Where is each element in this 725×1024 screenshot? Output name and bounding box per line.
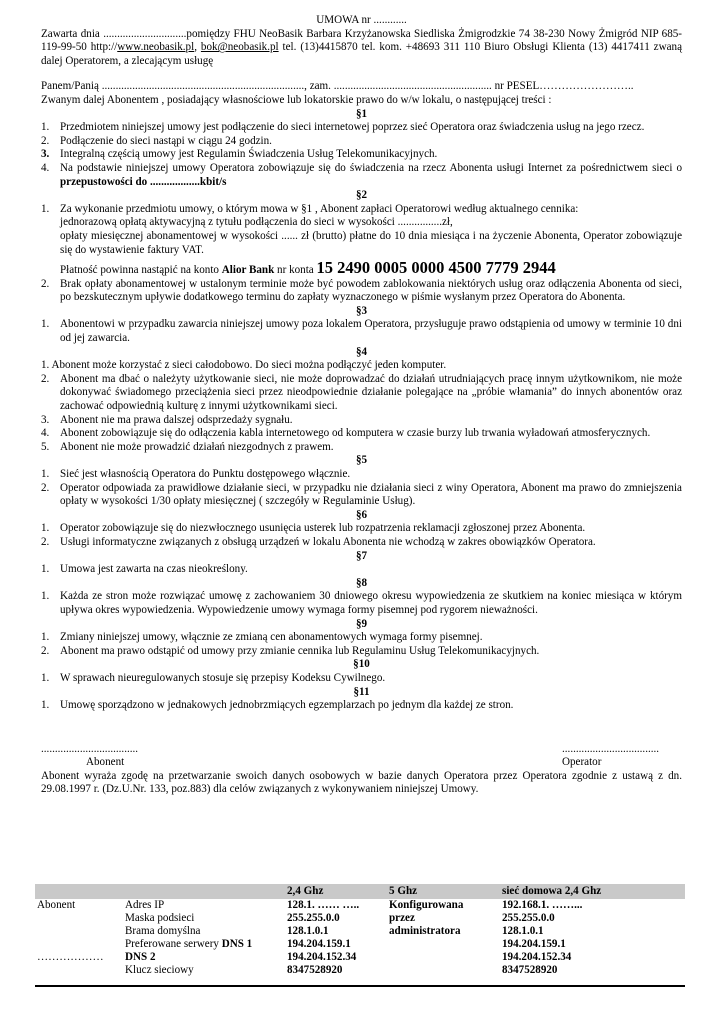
table-header xyxy=(35,884,123,899)
item-text: Operator zobowiązuje się do niezwłocznego usunięcia usterek lub rozpatrzenia reklamacji zgłoszonej przez Abonenta. xyxy=(60,522,586,535)
list-item xyxy=(41,441,682,455)
item-number: 3. xyxy=(41,148,50,161)
signature-label-operator: Operator xyxy=(562,756,602,769)
list-item xyxy=(41,203,682,278)
intro-end: tel. (13)4415870 tel. kom. +48693 311 110 Biuro Obsługi Klienta (13) 4417411 zwaną dalej Operatorem, a zlecającym usługę xyxy=(41,41,682,67)
item-number: 1. xyxy=(41,202,50,215)
signature-abonent xyxy=(41,743,181,770)
section-heading-6: §6 xyxy=(355,508,368,521)
list-item xyxy=(41,631,682,645)
table-cell: 194.204.152.34 xyxy=(287,951,357,963)
item-number: 1. xyxy=(41,468,50,480)
contract-title: UMOWA nr ............ xyxy=(316,14,407,26)
item-text: Abonent ma prawo odstąpić od umowy przy zmianie cennika lub Regulaminu Usług Telekomunikacyjnych. xyxy=(60,644,540,657)
table-cell: 8347528920 xyxy=(502,964,558,976)
email-link[interactable]: bok@neobasik.pl xyxy=(200,41,279,54)
signature-area xyxy=(41,743,682,770)
client-line-2: Zwanym dalej Abonentem , posiadający własnościowe lub lokatorskie prawo do w/w lokalu, o następującej treści : xyxy=(41,93,552,106)
section-10-list xyxy=(41,672,682,686)
list-item xyxy=(41,162,682,189)
activation-fee-text: jednorazową opłatą aktywacyjną z tytułu podłączenia do sieci w wysokości ................zł, xyxy=(60,216,453,229)
list-item xyxy=(41,590,682,617)
list-item xyxy=(41,427,682,441)
section-heading-4: §4 xyxy=(355,345,368,358)
item-number: 2. xyxy=(41,481,50,494)
item-text: Za wykonanie przedmiotu umowy, o którym mowa w §1 , Abonent zapłaci Operatorowi według aktualnego cennika: xyxy=(60,202,579,215)
signature-line-right: ................................... xyxy=(562,742,660,755)
item-text: Każda ze stron może rozwiązać umowę z zachowaniem 30 dniowego okresu wypowiedzenia ze skutkiem na koniec miesiąca w którym upływa okres wypowiedzenia. Wypowiedzenie umowy wymaga formy pisemnej pod rygorem nieważności. xyxy=(60,590,682,616)
item-number: 1. xyxy=(41,121,50,134)
table-cell xyxy=(35,938,123,951)
list-item xyxy=(41,536,682,550)
monthly-fee-text: opłaty miesięcznej abonamentowej w wysokości ...... zł (brutto) płatne do 10 dnia miesiąca i na życzenie Abonenta, Operator zobowiązuje się do wystawienie faktury VAT. xyxy=(60,229,682,256)
section-heading-7: §7 xyxy=(355,549,368,562)
item-text: Podłączenie do sieci nastąpi w ciągu 24 godzin. xyxy=(60,134,272,147)
section-4-list xyxy=(41,359,682,454)
item-number: 2. xyxy=(41,644,50,657)
item-text: Sieć jest własnością Operatora do Punktu dostępowego włącznie. xyxy=(60,468,351,480)
table-cell: Abonent xyxy=(37,899,76,911)
item-number: 1. xyxy=(41,522,50,535)
table-row xyxy=(35,964,685,977)
table-header: sieć domowa 2,4 Ghz xyxy=(502,885,602,897)
list-item xyxy=(41,482,682,509)
table-header-row xyxy=(35,884,685,899)
signature-operator xyxy=(562,743,682,770)
signature-label-abonent: Abonent xyxy=(86,756,125,769)
table-row xyxy=(35,899,685,912)
item-text: Abonent nie może prowadzić działań niezgodnych z prawem. xyxy=(60,440,334,453)
list-item xyxy=(41,468,682,482)
table-cell: Klucz sieciowy xyxy=(125,964,194,976)
item-text: Umowę sporządzono w jednakowych jednobrzmiących egzemplarzach po jednym dla każdej ze stron. xyxy=(60,699,514,712)
item-text: Abonentowi w przypadku zawarcia niniejszej umowy poza lokalem Operatora, przysługuje prawo odstąpienia od umowy w terminie 10 dni od jej zawarcia. xyxy=(60,318,682,345)
table-cell: 255.255.0.0 xyxy=(287,912,340,924)
section-heading-2: §2 xyxy=(355,189,368,202)
table-row xyxy=(35,912,685,925)
section-heading-3: §3 xyxy=(355,304,368,317)
section-heading-10: §10 xyxy=(353,658,370,671)
website-link[interactable]: www.neobasik.pl xyxy=(117,41,195,54)
item-text: Zmiany niniejszej umowy, włącznie ze zmianą cen abonamentowych wymaga formy pisemnej. xyxy=(60,631,483,644)
item-number: 1. xyxy=(41,699,50,712)
section-3-list xyxy=(41,318,682,345)
table-header xyxy=(123,884,285,899)
account-number: 15 2490 0005 0000 4500 7779 2944 xyxy=(316,258,556,278)
payment-text: Płatność powinna nastąpić na konto xyxy=(60,264,222,277)
list-item xyxy=(41,135,682,149)
table-cell xyxy=(35,912,123,925)
item-number: 5. xyxy=(41,440,50,453)
list-item xyxy=(41,672,682,686)
table-cell: 194.204.159.1 xyxy=(502,938,566,950)
item-text: Abonent może korzystać z sieci całodobowo. Do sieci można podłączyć jeden komputer. xyxy=(49,359,447,372)
table-cell: 8347528920 xyxy=(287,964,343,976)
signature-line-left: ................................... xyxy=(41,742,139,755)
network-settings-table xyxy=(35,884,685,977)
item-number: 3. xyxy=(41,413,50,426)
item-text: Integralną częścią umowy jest Regulamin Świadczenia Usług Telekomunikacyjnych. xyxy=(60,148,438,161)
table-cell: Preferowane serwery DNS 1 xyxy=(125,938,253,950)
table-cell: przez xyxy=(389,912,415,924)
list-item xyxy=(41,414,682,428)
list-item xyxy=(41,148,682,162)
item-number: 2. xyxy=(41,134,50,147)
item-text: Usługi informatyczne związanych z obsługą urządzeń w lokalu Abonenta nie wchodzą w zakres obowiązków Operatora. xyxy=(60,535,596,548)
dns1-label: DNS 1 xyxy=(221,938,253,950)
table-cell: 128.1.0.1 xyxy=(287,925,329,937)
bandwidth-text: przepustowości do ..................kbit/s xyxy=(60,175,227,188)
table-cell: Maska podsieci xyxy=(125,912,195,924)
section-7-list xyxy=(41,563,682,577)
intro-text: Zawarta dnia ..............................pomiędzy FHU NeoBasik Barbara Krzyżanowska Siedliska Żmigrodzkie 74 38-230 Nowy Żmigród NIP 685-119-99-50 http:// xyxy=(41,27,682,54)
item-number: 1. xyxy=(41,318,50,331)
consent-text: Abonent wyraża zgodę na przetwarzanie swoich danych osobowych w bazie danych Operatora przez Operatora zgodnie z ustawą z dn. 29.08.1997 r. (Dz.U.Nr. 133, poz.883) dla celów związanych z wykonywaniem niniejszej Umowy. xyxy=(41,769,682,796)
section-heading-11: §11 xyxy=(353,685,370,698)
table-row xyxy=(35,925,685,938)
table-cell: Konfigurowana xyxy=(389,899,464,911)
item-number: 1. xyxy=(41,563,50,576)
contract-intro xyxy=(41,28,682,69)
spacer xyxy=(41,68,682,80)
contract-page xyxy=(41,12,682,797)
table-row xyxy=(35,951,685,964)
section-2-list xyxy=(41,203,682,305)
item-number: 2. xyxy=(41,372,50,385)
list-item xyxy=(41,318,682,345)
item-number: 1. xyxy=(41,359,50,372)
table-header: 2,4 Ghz xyxy=(287,885,324,897)
account-label: nr konta xyxy=(274,264,317,277)
payment-line xyxy=(60,258,682,278)
bank-name: Alior Bank xyxy=(221,264,275,277)
item-number: 1. xyxy=(41,631,50,644)
item-number: 1. xyxy=(41,671,50,684)
section-11-list xyxy=(41,699,682,713)
table-cell: 194.204.159.1 xyxy=(287,938,351,950)
item-text: Abonent zobowiązuje się do odłączenia kabla internetowego od komputera w czasie burzy lub trwania wyładowań atmosferycznych. xyxy=(60,427,651,440)
table-header: 5 Ghz xyxy=(389,885,418,897)
table-cell xyxy=(35,925,123,938)
item-text: Brak opłaty abonamentowej w ustalonym terminie może być powodem zablokowania niektórych usług oraz odłączenia Abonenta od sieci, po bezskutecznym upływie dodatkowego terminu do zapłaty wyznaczonego w piśmie wysłanym przez Operatora do Abonenta. xyxy=(60,277,682,304)
list-item xyxy=(41,563,682,577)
list-item xyxy=(41,278,682,305)
item-text: Na podstawie niniejszej umowy Operatora zobowiązuje się do świadczenia na rzecz Abonenta usługi Internet za pośrednictwem sieci o xyxy=(60,161,682,174)
list-item xyxy=(41,373,682,414)
table-cell xyxy=(35,964,123,977)
item-text: Abonent nie ma prawa dalszej odsprzedaży sygnału. xyxy=(60,413,293,426)
section-5-list xyxy=(41,468,682,509)
item-text: Przedmiotem niniejszej umowy jest podłączenie do sieci internetowej poprzez sieć Operatora oraz świadczenia usług na jego rzecz. xyxy=(60,121,645,134)
item-number: 4. xyxy=(41,427,50,440)
client-line: Panem/Panią ........................................................................., zam. ......................................................... nr PESEL…………………….. xyxy=(41,80,634,93)
table-cell: 255.255.0.0 xyxy=(502,912,555,924)
item-text: Umowa jest zawarta na czas nieokreślony. xyxy=(60,563,248,576)
item-number: 4. xyxy=(41,161,50,174)
item-text: W sprawach nieuregulowanych stosuje się przepisy Kodeksu Cywilnego. xyxy=(60,671,386,684)
list-item xyxy=(41,522,682,536)
table-cell xyxy=(387,951,500,964)
intro-separator: , xyxy=(194,41,201,54)
table-cell: DNS 2 xyxy=(125,951,156,963)
item-number: 2. xyxy=(41,535,50,548)
section-heading-1: §1 xyxy=(355,107,368,120)
table-cell: 192.168.1. ……... xyxy=(502,899,583,911)
section-heading-5: §5 xyxy=(355,454,368,467)
section-heading-9: §9 xyxy=(355,617,368,630)
table-row xyxy=(35,938,685,951)
item-number: 2. xyxy=(41,277,50,290)
table-cell: 194.204.152.34 xyxy=(502,951,572,963)
table-cell: 128.1. …… ….. xyxy=(287,899,360,911)
item-text: Abonent ma dbać o należyty użytkowanie sieci, nie może doprowadzać do działań utrudniających pracę innym użytkownikom, nie może dokonywać świadomego przeciążenia sieci przez nieodpowiednie działanie polegające na „próbie włamania” do innych abonentów oraz zachować odpowiednią kulturę z innymi użytkownikami sieci. xyxy=(60,372,682,413)
item-number: 1. xyxy=(41,590,50,603)
list-item xyxy=(41,699,682,713)
table-cell: Brama domyślna xyxy=(125,925,201,937)
table-cell xyxy=(387,964,500,977)
section-6-list xyxy=(41,522,682,549)
table-cell: Adres IP xyxy=(125,899,165,911)
list-item xyxy=(41,359,682,373)
table-cell xyxy=(387,938,500,951)
table-cell: ……………… xyxy=(37,951,104,963)
section-9-list xyxy=(41,631,682,658)
table-bottom-rule xyxy=(35,985,685,987)
section-heading-8: §8 xyxy=(355,576,368,589)
table-cell: administratora xyxy=(389,925,461,937)
item-text: Operator odpowiada za prawidłowe działanie sieci, w przypadku nie działania sieci z winy Operatora, Abonent ma prawo do zmniejszenia opłaty w wysokości 1/30 opłaty miesięcznej ( szczegóły w Regulaminie Usług). xyxy=(60,481,682,508)
section-1-list xyxy=(41,121,682,189)
table-cell: 128.1.0.1 xyxy=(502,925,544,937)
list-item xyxy=(41,645,682,659)
list-item xyxy=(41,121,682,135)
section-8-list xyxy=(41,590,682,617)
